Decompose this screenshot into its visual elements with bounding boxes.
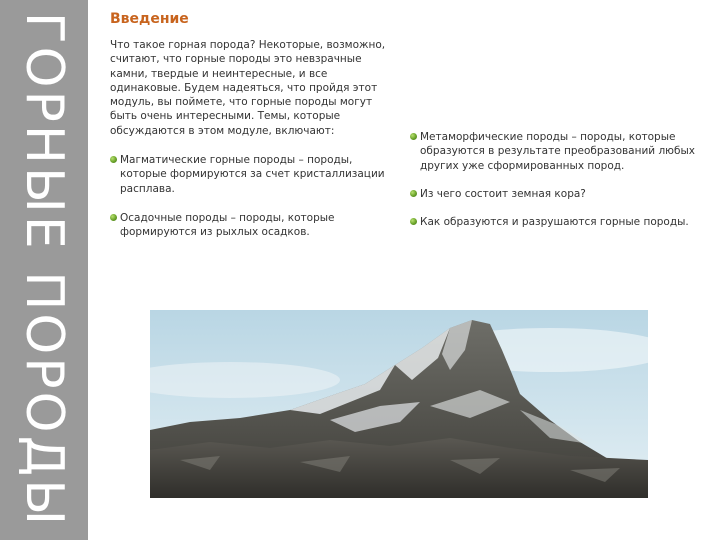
bullet-icon bbox=[410, 133, 417, 140]
bullet-icon bbox=[410, 218, 417, 225]
list-item-text: Магматические горные породы – породы, которые формируются за счет кристаллизации расплава. bbox=[120, 154, 385, 195]
list-item bbox=[410, 130, 700, 173]
sidebar-title: ГОРНЫЕ ПОРОДЫ bbox=[14, 11, 74, 529]
section-heading: Введение bbox=[110, 11, 189, 27]
list-item bbox=[110, 211, 395, 240]
list-item bbox=[110, 153, 395, 196]
bullet-icon bbox=[410, 190, 417, 197]
list-item-text: Осадочные породы – породы, которые формируются из рыхлых осадков. bbox=[120, 211, 335, 239]
list-item bbox=[410, 215, 700, 229]
left-column bbox=[110, 38, 395, 255]
list-item-text: Метаморфические породы – породы, которые образуются в результате преобразований любых других уже сформированных пород. bbox=[420, 131, 695, 172]
list-item bbox=[410, 187, 700, 201]
bullet-icon bbox=[110, 214, 117, 221]
mountain-photo bbox=[150, 310, 648, 498]
list-item-text: Из чего состоит земная кора? bbox=[420, 187, 586, 200]
right-column bbox=[410, 130, 700, 243]
list-item-text: Как образуются и разрушаются горные породы. bbox=[420, 216, 689, 229]
sidebar bbox=[0, 0, 88, 540]
bullet-icon bbox=[110, 156, 117, 163]
intro-paragraph: Что такое горная порода? Некоторые, возможно, считают, что горные породы это невзрачные камни, твердые и неинтересные, и все одинаковые. Будем надеяться, что пройдя этот модуль, вы поймете, что горные породы могут быть очень интересными. Темы, которые обсуждаются в этом модуле, включают: bbox=[110, 39, 386, 137]
